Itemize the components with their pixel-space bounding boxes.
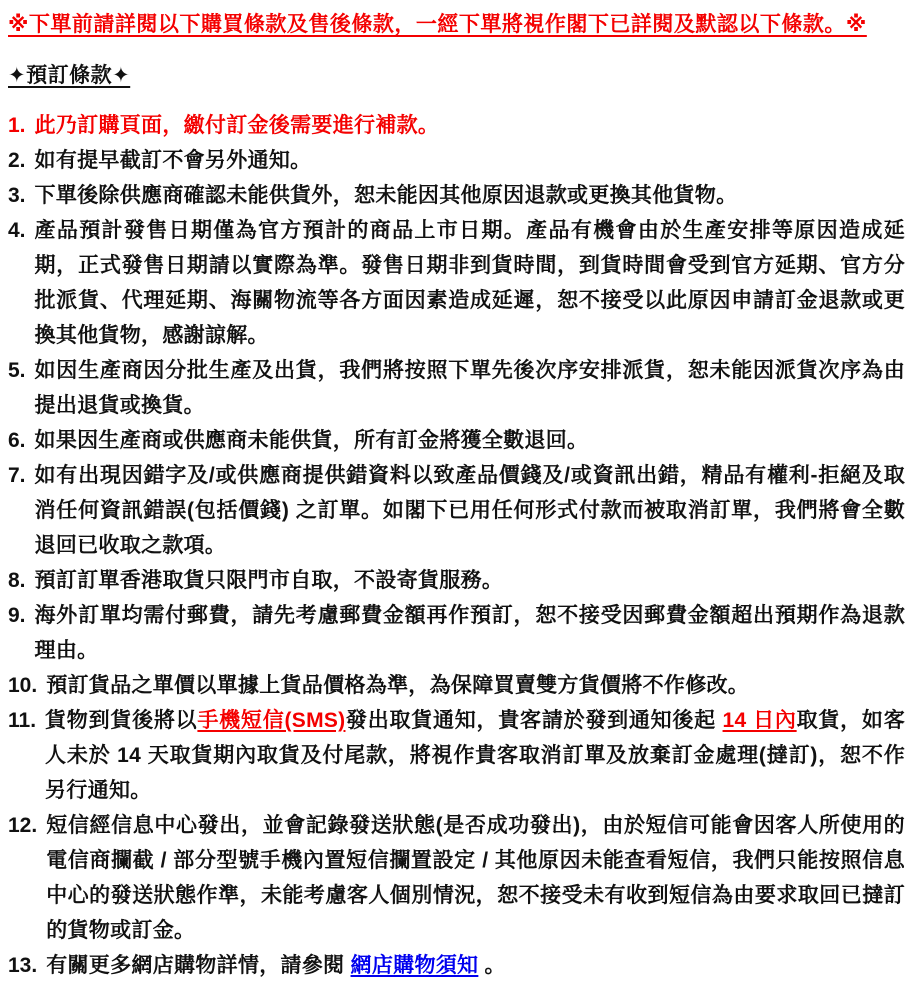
term-text [46,948,905,983]
term-number: 5. [8,359,26,382]
term-text [35,563,905,598]
pre-order-warning-header: ※下單前請詳閱以下購買條款及售後條款，一經下單將視作閣下已詳閱及默認以下條款。※ [8,13,867,36]
term-item-9 [8,598,905,668]
term-text [46,668,905,703]
term-number: 10. [8,674,38,697]
term-item-8 [8,563,905,598]
term-text [45,703,905,808]
term-text-segment: 海外訂單均需付郵費，請先考慮郵費金額再作預訂，恕不接受因郵費金額超出預期作為退款理由。 [34,604,905,662]
term-item-12 [8,808,905,948]
term-number: 13. [8,954,38,977]
term-text-segment: 有關更多網店購物詳情，請參閱 [46,954,351,977]
pickup-deadline-link[interactable]: 14 日內 [722,709,797,732]
term-text [35,213,905,353]
term-text [35,143,905,178]
term-number: 8. [8,569,26,592]
term-text [46,808,905,948]
term-item-1 [8,108,905,143]
term-number: 9. [8,604,26,627]
term-number: 4. [8,219,26,242]
term-text-segment: 如果因生產商或供應商未能供貨，所有訂金將獲全數退回。 [34,429,589,452]
term-text [35,108,905,143]
term-item-6 [8,423,905,458]
terms-list [8,108,905,983]
term-text [35,423,905,458]
term-item-11 [8,703,905,808]
term-text [35,353,905,423]
term-number: 6. [8,429,26,452]
term-text-segment: 如有出現因錯字及/或供應商提供錯資料以致產品價錢及/或資訊出錯，精品有權利-拒絕及取消任何資訊錯誤(包括價錢) 之訂單。如閣下已用任何形式付款而被取消訂單，我們將會全數退回已收取之款項。 [34,464,905,557]
term-number: 12. [8,814,38,837]
term-item-4 [8,213,905,353]
sms-notice-link[interactable]: 手機短信(SMS) [197,709,346,732]
term-text-segment: 發出取貨通知，貴客請於發到通知後起 [345,709,723,732]
term-number: 11. [8,709,37,732]
term-text [35,178,905,213]
term-text [35,598,905,668]
term-item-5 [8,353,905,423]
term-number: 7. [8,464,26,487]
term-number: 2. [8,149,26,172]
term-item-13 [8,948,905,983]
term-text-segment: 貨物到貨後將以 [45,709,198,732]
term-text-segment: 如有提早截訂不會另外通知。 [34,149,312,172]
term-text-segment: 。 [478,954,506,977]
term-item-10 [8,668,905,703]
term-item-7 [8,458,905,563]
term-text-segment: 此乃訂購頁面，繳付訂金後需要進行補款。 [34,114,440,137]
term-text-segment: 如因生產商因分批生產及出貨，我們將按照下單先後次序安排派貨，恕未能因派貨次序為由提出退貨或換貨。 [34,359,905,417]
term-item-3 [8,178,905,213]
term-text-segment: 取貨，如客人未於 14 天取貨期內取貨及付尾款，將視作貴客取消訂單及放棄訂金處理(撻訂)，恕不作另行通知。 [45,709,906,802]
term-number: 1. [8,114,26,137]
term-text-segment: 預訂訂單香港取貨只限門市自取，不設寄貨服務。 [34,569,504,592]
term-number: 3. [8,184,26,207]
term-text-segment: 產品預計發售日期僅為官方預計的商品上市日期。產品有機會由於生產安排等原因造成延期，正式發售日期請以實際為準。發售日期非到貨時間，到貨時間會受到官方延期、官方分批派貨、代理延期、海關物流等各方面因素造成延遲，恕不接受以此原因申請訂金退款或更換其他貨物，感謝諒解。 [34,219,905,347]
store-policy-link[interactable]: 網店購物須知 [350,954,479,977]
term-text-segment: 短信經信息中心發出，並會記錄發送狀態(是否成功發出)，由於短信可能會因客人所使用的電信商攔截 / 部分型號手機內置短信攔置設定 / 其他原因未能查看短信，我們只能按照信息中心的發送狀態作準，未能考慮客人個別情況，恕不接受未有收到短信為由要求取回已撻訂的貨物或訂金。 [46,814,905,942]
term-text-segment: 下單後除供應商確認未能供貨外，恕未能因其他原因退款或更換其他貨物。 [34,184,738,207]
term-item-2 [8,143,905,178]
term-text-segment: 預訂貨品之單價以單據上貨品價格為準，為保障買賣雙方貨價將不作修改。 [46,674,750,697]
section-title-pre-order-terms: ✦預訂條款✦ [8,64,131,87]
term-text [35,458,905,563]
